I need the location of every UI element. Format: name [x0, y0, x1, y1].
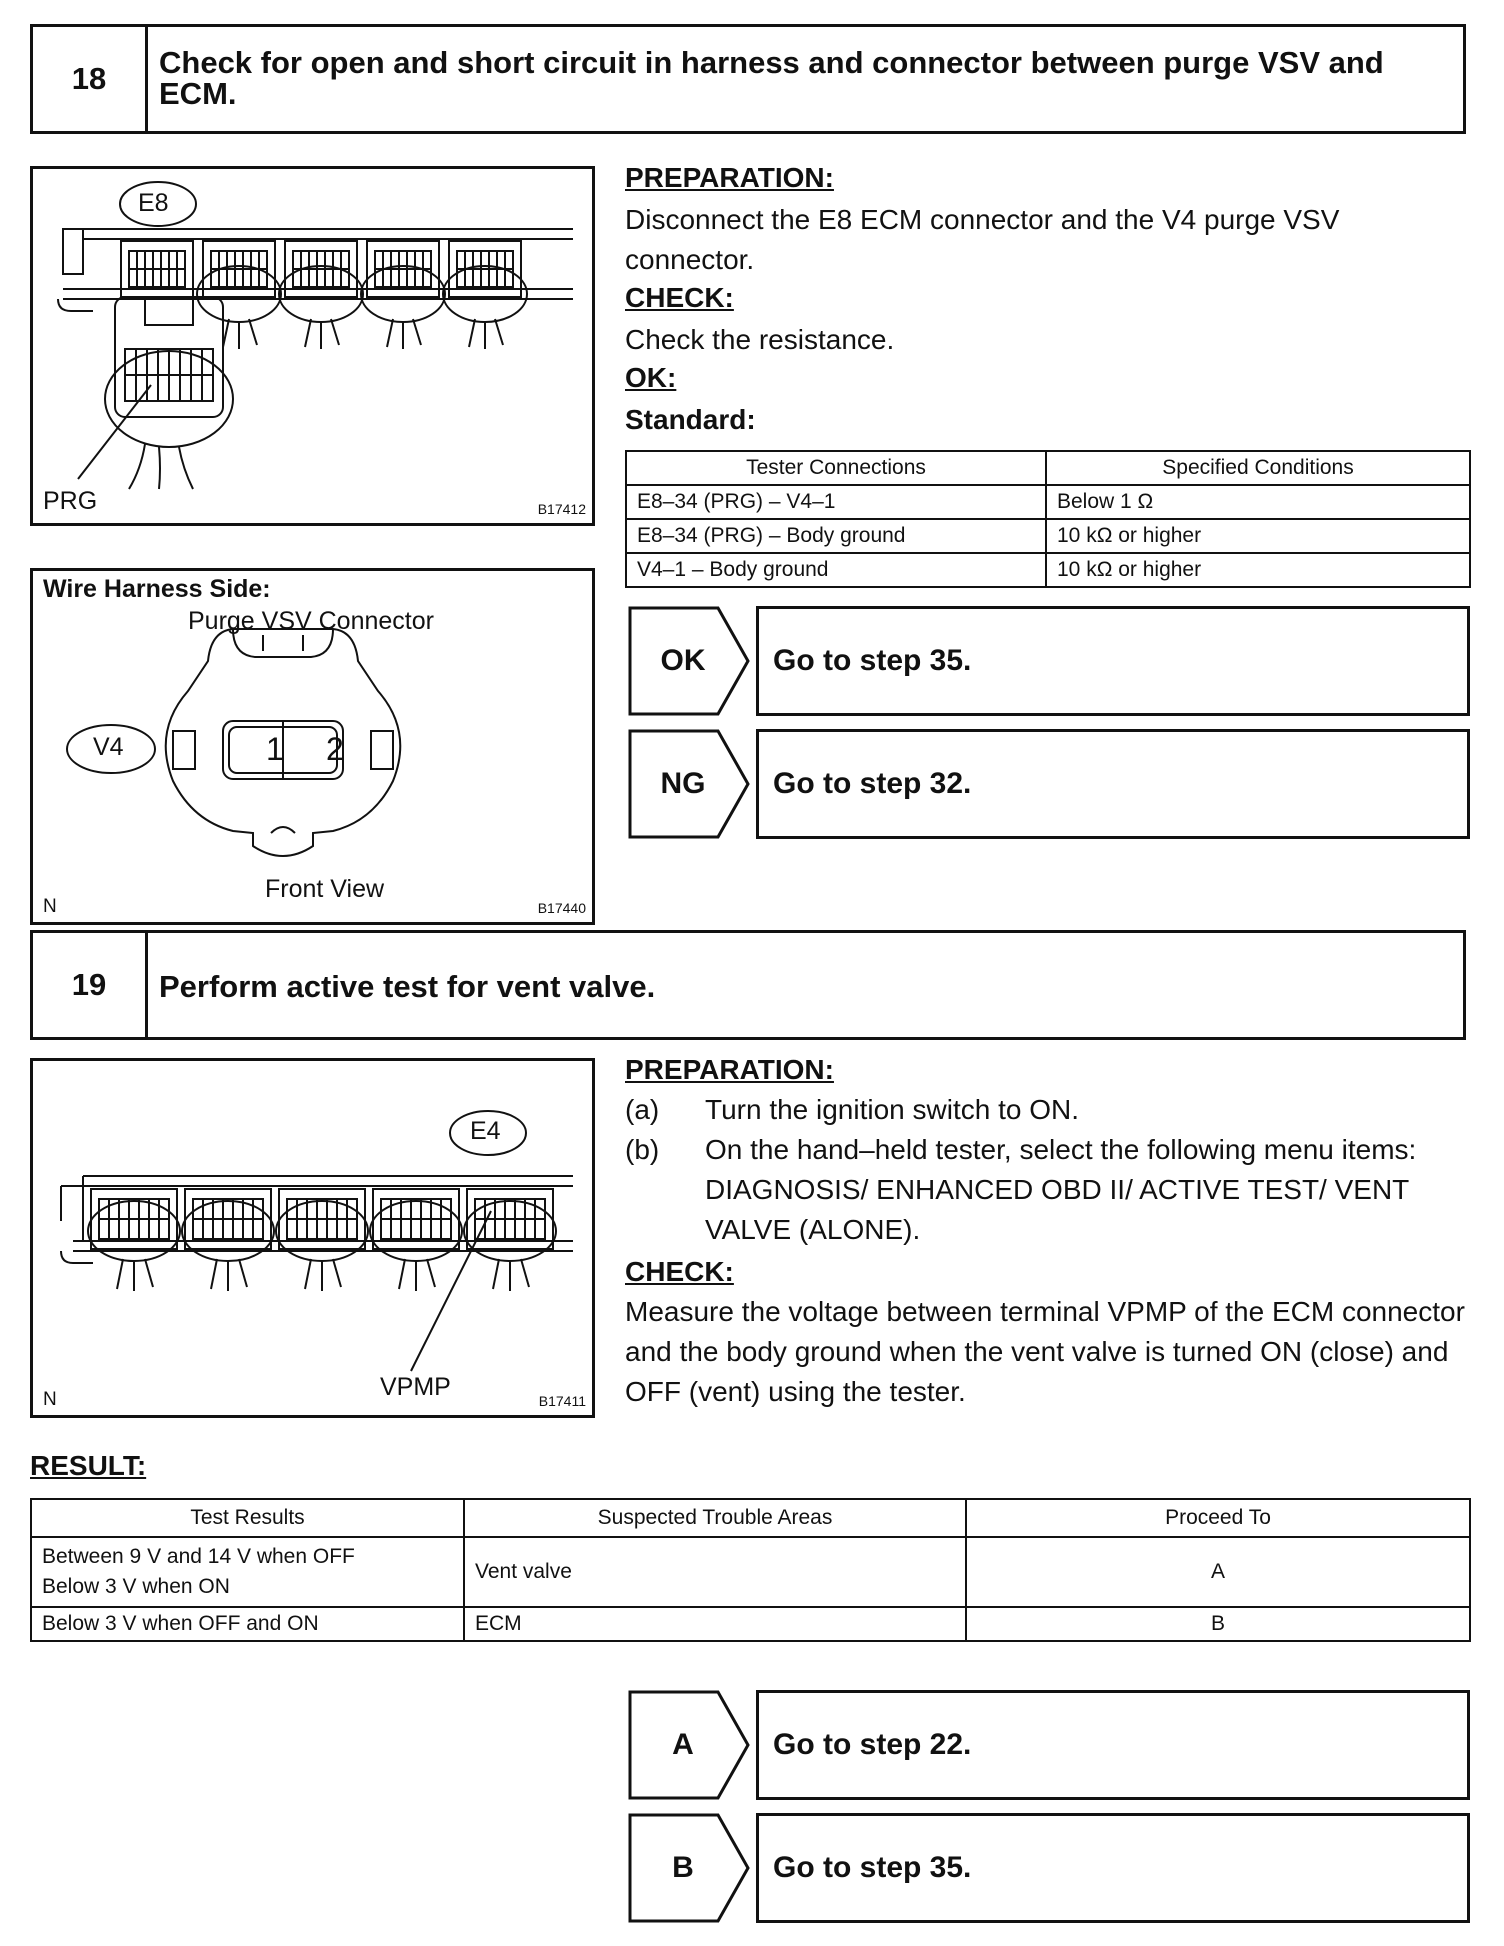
- table-cell: 10 kΩ or higher: [1046, 519, 1470, 553]
- check-label: CHECK:: [625, 282, 734, 313]
- result-action: Go to step 35.: [756, 1813, 1470, 1923]
- result-line: Below 3 V when ON: [42, 1575, 230, 1598]
- ecm-connector-figure-e4: [30, 1058, 595, 1418]
- table-header: Suspected Trouble Areas: [464, 1499, 966, 1537]
- view-label: Front View: [265, 875, 385, 903]
- table-row: [626, 485, 1470, 519]
- figure-code: B17411: [538, 1393, 586, 1409]
- standard-label: Standard:: [625, 404, 756, 435]
- item-mark: (b): [625, 1134, 660, 1165]
- result-a: [628, 1690, 1470, 1800]
- result-action: Go to step 35.: [756, 606, 1470, 716]
- step-19-header: [30, 930, 1466, 1040]
- result-tag: A: [672, 1728, 694, 1761]
- connector-label-v4: V4: [93, 733, 124, 761]
- pin-label-prg: PRG: [43, 487, 98, 515]
- ok-label: OK:: [625, 362, 677, 393]
- step-18-header: [30, 24, 1466, 134]
- purge-vsv-connector-figure: [30, 568, 595, 925]
- preparation-item: [625, 1090, 1470, 1130]
- result-tag: OK: [660, 644, 706, 677]
- preparation-item: [625, 1130, 1470, 1250]
- table-header-row: [626, 451, 1470, 485]
- result-ng: [628, 729, 1470, 839]
- table-row: [31, 1607, 1470, 1641]
- pin-label-vpmp: VPMP: [380, 1373, 451, 1401]
- table-row: [626, 553, 1470, 587]
- figure-code: B17440: [537, 900, 586, 916]
- table-cell: Below 1 Ω: [1046, 485, 1470, 519]
- table-cell: [31, 1607, 464, 1641]
- preparation-label: PREPARATION:: [625, 162, 834, 193]
- result-table: [30, 1498, 1471, 1642]
- table-cell: 10 kΩ or higher: [1046, 553, 1470, 587]
- pin-2: 2: [326, 731, 344, 767]
- pin-1: 1: [266, 731, 284, 767]
- ecm-connector-drawing: [33, 169, 592, 523]
- result-b: [628, 1813, 1470, 1923]
- result-action: Go to step 32.: [756, 729, 1470, 839]
- result-action: Go to step 22.: [756, 1690, 1470, 1800]
- result-tag: NG: [660, 767, 706, 800]
- check-text: Measure the voltage between terminal VPMP of the ECM connector and the body ground when the vent valve is turned ON (close) and OFF (vent) using the tester.: [625, 1296, 1465, 1407]
- table-cell: [31, 1537, 464, 1607]
- result-tag: B: [672, 1851, 694, 1884]
- table-cell: E8–34 (PRG) – Body ground: [626, 519, 1046, 553]
- item-text: On the hand–held tester, select the following menu items: DIAGNOSIS/ ENHANCED OBD II/ ACTIVE TEST/ VENT VALVE (ALONE).: [705, 1134, 1417, 1245]
- step-title: Check for open and short circuit in harness and connector between purge VSV and ECM.: [159, 45, 1384, 111]
- table-cell: Vent valve: [464, 1537, 966, 1607]
- connector-label-e4: E4: [470, 1117, 501, 1145]
- table-header: Proceed To: [966, 1499, 1470, 1537]
- table-row: [626, 519, 1470, 553]
- table-cell: B: [966, 1607, 1470, 1641]
- table-header: Tester Connections: [626, 451, 1046, 485]
- result-line: Below 3 V when OFF and ON: [42, 1612, 319, 1635]
- ecm-connector-figure-e8: [30, 166, 595, 526]
- figure-flag: N: [43, 1389, 57, 1410]
- table-header-row: [31, 1499, 1470, 1537]
- table-row: [31, 1537, 1470, 1607]
- side-label: Wire Harness Side:: [43, 575, 271, 603]
- table-cell: E8–34 (PRG) – V4–1: [626, 485, 1046, 519]
- connector-label-e8: E8: [138, 189, 169, 217]
- step-number: 18: [33, 27, 148, 131]
- result-ok: [628, 606, 1470, 716]
- check-text: Check the resistance.: [625, 324, 895, 355]
- table-header: Specified Conditions: [1046, 451, 1470, 485]
- step-title: Perform active test for vent valve.: [159, 969, 656, 1004]
- preparation-label: PREPARATION:: [625, 1054, 834, 1085]
- check-label: CHECK:: [625, 1256, 734, 1287]
- table-cell: A: [966, 1537, 1470, 1607]
- figure-code: B17412: [537, 501, 586, 517]
- item-mark: (a): [625, 1094, 660, 1125]
- table-header: Test Results: [31, 1499, 464, 1537]
- connector-name: Purge VSV Connector: [188, 607, 434, 635]
- ecm-connector-drawing: [33, 1061, 592, 1415]
- result-label: RESULT:: [30, 1450, 147, 1481]
- item-text: Turn the ignition switch to ON.: [705, 1094, 1080, 1125]
- resistance-spec-table: [625, 450, 1471, 588]
- step-number: 19: [33, 933, 148, 1037]
- table-cell: V4–1 – Body ground: [626, 553, 1046, 587]
- result-line: Between 9 V and 14 V when OFF: [42, 1545, 355, 1568]
- table-cell: ECM: [464, 1607, 966, 1641]
- preparation-text: Disconnect the E8 ECM connector and the V4 purge VSV connector.: [625, 204, 1340, 275]
- figure-flag: N: [43, 896, 57, 917]
